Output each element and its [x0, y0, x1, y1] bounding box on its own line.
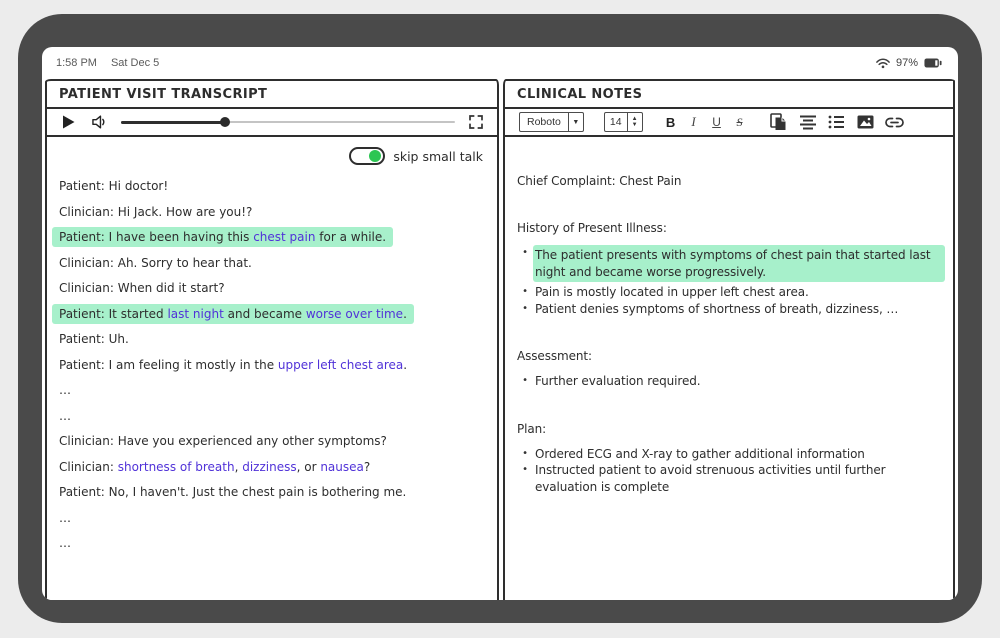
- toggle-knob: [369, 150, 381, 162]
- transcript-text: Clinician: Ah. Sorry to hear that.: [59, 255, 252, 270]
- transcript-line: [52, 277, 489, 298]
- list-icon: [828, 115, 845, 129]
- transcript-line: [52, 175, 489, 196]
- transcript-text: Patient: I am feeling it mostly in the: [59, 357, 278, 372]
- insert-image-button[interactable]: [855, 111, 877, 133]
- font-family-select[interactable]: [519, 112, 584, 132]
- medical-term-link[interactable]: upper left chest area: [277, 357, 404, 372]
- transcript-line: [52, 226, 489, 247]
- transcript-text: .: [403, 306, 407, 321]
- volume-icon[interactable]: [89, 111, 111, 133]
- transcript-text: .: [403, 357, 408, 372]
- audio-progress-slider[interactable]: [121, 115, 455, 129]
- transcript-line-text: [52, 482, 413, 502]
- list-button[interactable]: [826, 111, 848, 133]
- transcript-line: [52, 379, 489, 400]
- audio-player: [47, 109, 497, 137]
- note-bullet: [517, 462, 945, 495]
- transcript-line-text: [52, 329, 136, 349]
- transcript-panel-title: PATIENT VISIT TRANSCRIPT: [59, 86, 268, 102]
- battery-icon: [924, 58, 942, 68]
- bullet-dot: •: [522, 302, 528, 314]
- font-size-value[interactable]: 14: [609, 116, 622, 128]
- status-left: [56, 57, 159, 69]
- fullscreen-button[interactable]: [465, 111, 487, 133]
- bullet-dot: •: [522, 375, 528, 386]
- transcript-line: [52, 354, 489, 375]
- transcript-line: [52, 303, 489, 324]
- medical-term-link[interactable]: dizziness: [242, 459, 297, 474]
- note-bullet: [517, 373, 945, 390]
- image-icon: [857, 115, 874, 129]
- note-text: Instructed patient to avoid strenuous activities until further evaluation is complete: [535, 463, 886, 494]
- font-family-value[interactable]: Roboto: [527, 116, 561, 128]
- transcript-line-text: [52, 457, 377, 477]
- transcript-line-text: [52, 533, 78, 553]
- transcript-text: …: [59, 383, 71, 397]
- medical-term-link[interactable]: last night: [167, 306, 224, 321]
- note-section: [517, 173, 945, 189]
- note-section: [517, 220, 945, 317]
- underline-button[interactable]: U: [712, 115, 721, 129]
- formatting-toolbar: [505, 109, 953, 137]
- transcript-text: ,: [234, 459, 243, 474]
- clock: 1:58 PM: [56, 57, 97, 69]
- transcript-text: Clinician:: [59, 459, 118, 474]
- bold-button[interactable]: B: [665, 114, 676, 130]
- transcript-line: [52, 252, 489, 273]
- transcript-text: Patient: No, I haven't. Just the chest pain is bothering me.: [59, 485, 407, 499]
- tablet-bezel: [18, 14, 982, 623]
- transcript-line-text: [52, 278, 232, 298]
- slider-fill: [121, 121, 225, 124]
- transcript-line-text: [52, 508, 78, 528]
- transcript-line-text: [52, 253, 259, 273]
- transcript-line: [52, 430, 489, 451]
- medical-term-link[interactable]: nausea: [320, 459, 364, 474]
- note-bullet: [517, 245, 945, 284]
- note-text-highlighted: The patient presents with symptoms of chest pain that started last night and became worse progressively.: [533, 245, 945, 282]
- copy-icon: [770, 113, 787, 131]
- transcript-line: [52, 405, 489, 426]
- skip-small-talk-label: skip small talk: [393, 148, 483, 164]
- align-center-icon: [799, 115, 817, 130]
- transcript-line-highlighted: [52, 304, 414, 324]
- note-text: Ordered ECG and X-ray to gather additional information: [535, 446, 865, 461]
- note-section: [517, 348, 945, 390]
- transcript-text: …: [59, 510, 71, 525]
- transcript-text: Clinician: When did it start?: [59, 281, 225, 295]
- notes-panel: [503, 79, 955, 600]
- notes-panel-header: [505, 81, 953, 109]
- slider-knob[interactable]: [220, 117, 230, 127]
- status-right: [876, 57, 942, 69]
- transcript-line: [52, 456, 489, 477]
- bullet-dot: •: [522, 247, 528, 258]
- transcript-text: Clinician: Hi Jack. How are you!?: [59, 204, 253, 219]
- notes-panel-title: CLINICAL NOTES: [517, 86, 643, 102]
- bullet-dot: •: [522, 464, 528, 475]
- play-button[interactable]: [57, 111, 79, 133]
- transcript-line: [52, 481, 489, 502]
- font-family-dropdown-arrow[interactable]: ▼: [568, 113, 583, 131]
- medical-term-link[interactable]: chest pain: [253, 230, 316, 244]
- transcript-text: Patient: Uh.: [59, 332, 129, 346]
- transcript-text: …: [59, 536, 71, 550]
- note-section-heading: History of Present Illness:: [517, 221, 667, 235]
- transcript-line-text: [52, 355, 414, 375]
- transcript-text: …: [59, 408, 71, 423]
- note-section-heading: Chief Complaint: Chest Pain: [517, 174, 682, 188]
- transcript-panel-header: [47, 81, 497, 109]
- note-section-heading: Assessment:: [517, 349, 592, 363]
- transcript-line-text: [52, 431, 394, 451]
- transcript-text: Clinician: Have you experienced any other symptoms?: [59, 434, 387, 448]
- note-text: Further evaluation required.: [535, 374, 701, 388]
- transcript-text: Patient: I have been having this: [59, 230, 254, 244]
- transcript-line: [52, 532, 489, 553]
- skip-small-talk-toggle[interactable]: [349, 147, 385, 165]
- note-text: Pain is mostly located in upper left chest area.: [535, 285, 809, 299]
- transcript-body: [47, 137, 497, 600]
- skip-small-talk-row: [52, 147, 483, 165]
- wifi-icon: [876, 58, 890, 69]
- transcript-text: ?: [363, 459, 371, 474]
- note-bullet: [517, 446, 945, 463]
- bullet-dot: •: [522, 286, 528, 297]
- transcript-text: Patient: It started: [59, 306, 168, 321]
- transcript-panel: [45, 79, 499, 600]
- transcript-line: [52, 201, 489, 222]
- transcript-line: [52, 507, 489, 528]
- copy-button[interactable]: [768, 111, 790, 133]
- transcript-line-text: [52, 176, 175, 196]
- medical-term-link[interactable]: worse over time: [305, 306, 404, 321]
- font-size-stepper[interactable]: ▲ ▼: [627, 113, 642, 131]
- status-bar: [42, 47, 958, 79]
- transcript-line: [52, 328, 489, 349]
- strikethrough-button[interactable]: S: [736, 114, 743, 129]
- transcript-line-text: [52, 202, 259, 222]
- font-size-select[interactable]: [604, 112, 643, 132]
- link-button[interactable]: [884, 111, 906, 133]
- transcript-text: and became: [223, 306, 306, 321]
- note-bullet: [517, 284, 945, 301]
- transcript-line-text: [52, 406, 78, 426]
- transcript-line-text: [52, 380, 78, 400]
- screen: [42, 47, 958, 600]
- bullet-dot: •: [522, 447, 528, 459]
- align-center-button[interactable]: [797, 111, 819, 133]
- note-section: [517, 421, 945, 496]
- transcript-text: for a while.: [315, 230, 387, 244]
- note-text: Patient denies symptoms of shortness of breath, dizziness, …: [535, 301, 899, 316]
- link-icon: [885, 117, 904, 128]
- transcript-line-highlighted: [52, 227, 393, 247]
- note-bullet: [517, 301, 945, 318]
- notes-content[interactable]: [505, 137, 953, 600]
- date: Sat Dec 5: [110, 57, 160, 69]
- transcript-text: , or: [296, 459, 321, 474]
- medical-term-link[interactable]: shortness of breath: [117, 459, 235, 474]
- italic-button[interactable]: I: [691, 114, 696, 129]
- note-section-heading: Plan:: [517, 421, 547, 436]
- transcript-list: [52, 175, 489, 553]
- battery-percent: 97%: [895, 57, 918, 69]
- transcript-text: Patient: Hi doctor!: [59, 179, 169, 193]
